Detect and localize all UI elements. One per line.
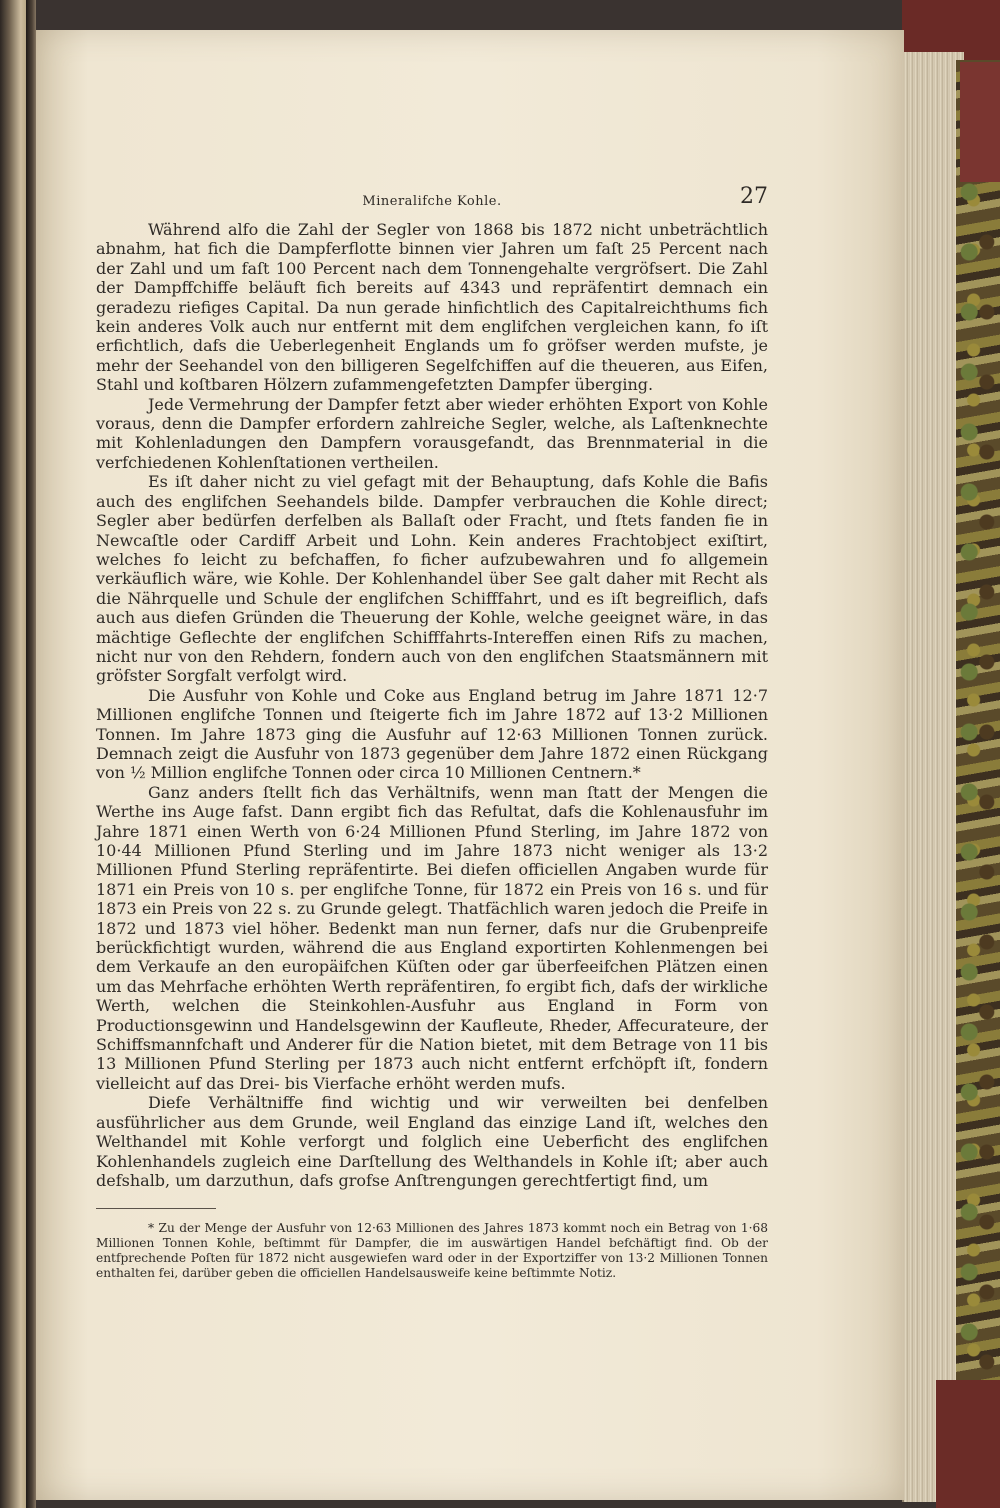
paragraph: Ganz anders ſtellt fich das Verhältnifs, wenn man ſtatt der Mengen die Werthe ins Auge fafst. Dann ergibt fich das Refultat, dafs die Kohlenausfuhr im Jahre 1871 einen Werth von 6·24 Millionen Pfund Sterling, im Jahre 1872 von 10·44 Millionen Pfund Sterling und im Jahre 1873 nicht weniger als 13·2 Millionen Pfund Sterling repräfentirte. Bei diefen officiellen Angaben wurde für 1871 ein Preis von 10 s. per englifche Tonne, für 1872 ein Preis von 16 s. und für 1873 ein Preis von 22 s. zu Grunde gelegt. Thatfächlich waren jedoch die Preife in 1872 und 1873 viel höher. Bedenkt man nun ferner, dafs nur die Grubenpreife berückfichtigt wurden, während die aus England exportirten Kohlenmengen bei dem Verkaufe an den europäifchen Küſten oder gar überfeeifchen Plätzen einen um das Mehrfache erhöhten Werth repräfentiren, fo ergibt fich, dafs der wirkliche Werth, welchen die Steinkohlen-Ausfuhr aus England in Form von Productionsgewinn und Handelsgewinn der Kaufleute, Rheder, Affecurateure, der Schiffsmannfchaft und Anderer für die Nation bietet, mit dem Betrage von 11 bis 13 Millionen Pfund Sterling per 1873 auch nicht entfernt erfchöpft iſt, fondern vielleicht auf das Drei- bis Vierfache erhöht werden mufs.	[96, 782, 768, 1093]
paragraph: Jede Vermehrung der Dampfer fetzt aber wieder erhöhten Export von Kohle voraus, denn die Dampfer erfordern zahlreiche Segler, welche, als Laſtenknechte mit Kohlenladungen den Dampfern vorausgefandt, das Brennmaterial in die verfchiedenen Kohlenſtationen vertheilen.	[96, 394, 768, 472]
running-head	[96, 182, 768, 220]
page-edges	[902, 52, 964, 1502]
running-title: Mineralifche Kohle.	[362, 194, 502, 209]
book-gutter	[26, 0, 36, 1508]
cover-corner	[960, 62, 1000, 182]
book-page	[36, 30, 904, 1500]
facing-page-edge	[0, 0, 26, 1508]
book-cover-bottom	[936, 1380, 1000, 1508]
footnote-rule	[96, 1208, 216, 1209]
page-body	[96, 182, 768, 1281]
page-number: 27	[740, 184, 768, 209]
footnote: * Zu der Menge der Ausfuhr von 12·63 Millionen des Jahres 1873 kommt noch ein Betrag von 1·68 Millionen Tonnen Kohle, beſtimmt für Dampfer, die im auswärtigen Handel befchäftigt find. Ob der entfprechende Poſten für 1872 nicht ausgewiefen ward oder in der Exportziffer von 13·2 Millionen Tonnen enthalten fei, darüber geben die officiellen Handelsausweife keine beſtimmte Notiz.	[96, 1221, 768, 1281]
marbled-cover	[956, 60, 1000, 1508]
paragraph: Die Ausfuhr von Kohle und Coke aus England betrug im Jahre 1871 12·7 Millionen englifche Tonnen und ſteigerte fich im Jahre 1872 auf 13·2 Millionen Tonnen. Im Jahre 1873 ging die Ausfuhr auf 12·63 Millionen Tonnen zurück. Demnach zeigt die Ausfuhr von 1873 gegenüber dem Jahre 1872 einen Rückgang von ½ Million englifche Tonnen oder circa 10 Millionen Centnern.*	[96, 685, 768, 783]
paragraph: Es iſt daher nicht zu viel gefagt mit der Behauptung, dafs Kohle die Bafis auch des englifchen Seehandels bilde. Dampfer verbrauchen die Kohle direct; Segler aber bedürfen derfelben als Ballaſt oder Fracht, und ſtets fanden fie in Newcaſtle oder Cardiff Arbeit und Lohn. Kein anderes Frachtobject exiſtirt, welches fo leicht zu befchaffen, fo ficher aufzubewahren und fo allgemein verkäuflich wäre, wie Kohle. Der Kohlenhandel über See galt daher mit Recht als die Nährquelle und Schule der englifchen Schifffahrt, und es iſt begreiflich, dafs auch aus diefen Gründen die Theuerung der Kohle, welche geeignet wäre, in das mächtige Geflechte der englifchen Schifffahrts-Intereffen einen Rifs zu machen, nicht nur von den Rehdern, fondern auch von den englifchen Staatsmännern mit gröfster Sorgfalt verfolgt wird.	[96, 472, 768, 686]
paragraph: Diefe Verhältniffe find wichtig und wir verweilten bei denfelben ausführlicher aus dem Grunde, weil England das einzige Land iſt, welches den Welthandel mit Kohle verforgt und folglich eine Ueberficht des englifchen Kohlenhandels zugleich eine Darſtellung des Welthandels in Kohle iſt; aber auch defshalb, um darzuthun, dafs grofse Anſtrengungen gerechtfertigt find, um	[96, 1093, 768, 1190]
paragraph: Während alfo die Zahl der Segler von 1868 bis 1872 nicht unbeträchtlich abnahm, hat fich die Dampferflotte binnen vier Jahren um faſt 25 Percent nach der Zahl und um faſt 100 Percent nach dem Tonnengehalte vergröfsert. Die Zahl der Dampffchiffe beläuft fich bereits auf 4343 und repräfentirt demnach ein geradezu riefiges Capital. Da nun gerade hinfichtlich des Capitalreichthums fich kein anderes Volk auch nur entfernt mit dem englifchen vergleichen kann, fo iſt erfichtlich, dafs die Ueberlegenheit Englands um fo gröfser werden mufste, je mehr der Seehandel von den billigeren Segelfchiffen auf die theueren, aus Eifen, Stahl und koſtbaren Hölzern zufammengefetzten Dampfer überging.	[96, 220, 768, 395]
